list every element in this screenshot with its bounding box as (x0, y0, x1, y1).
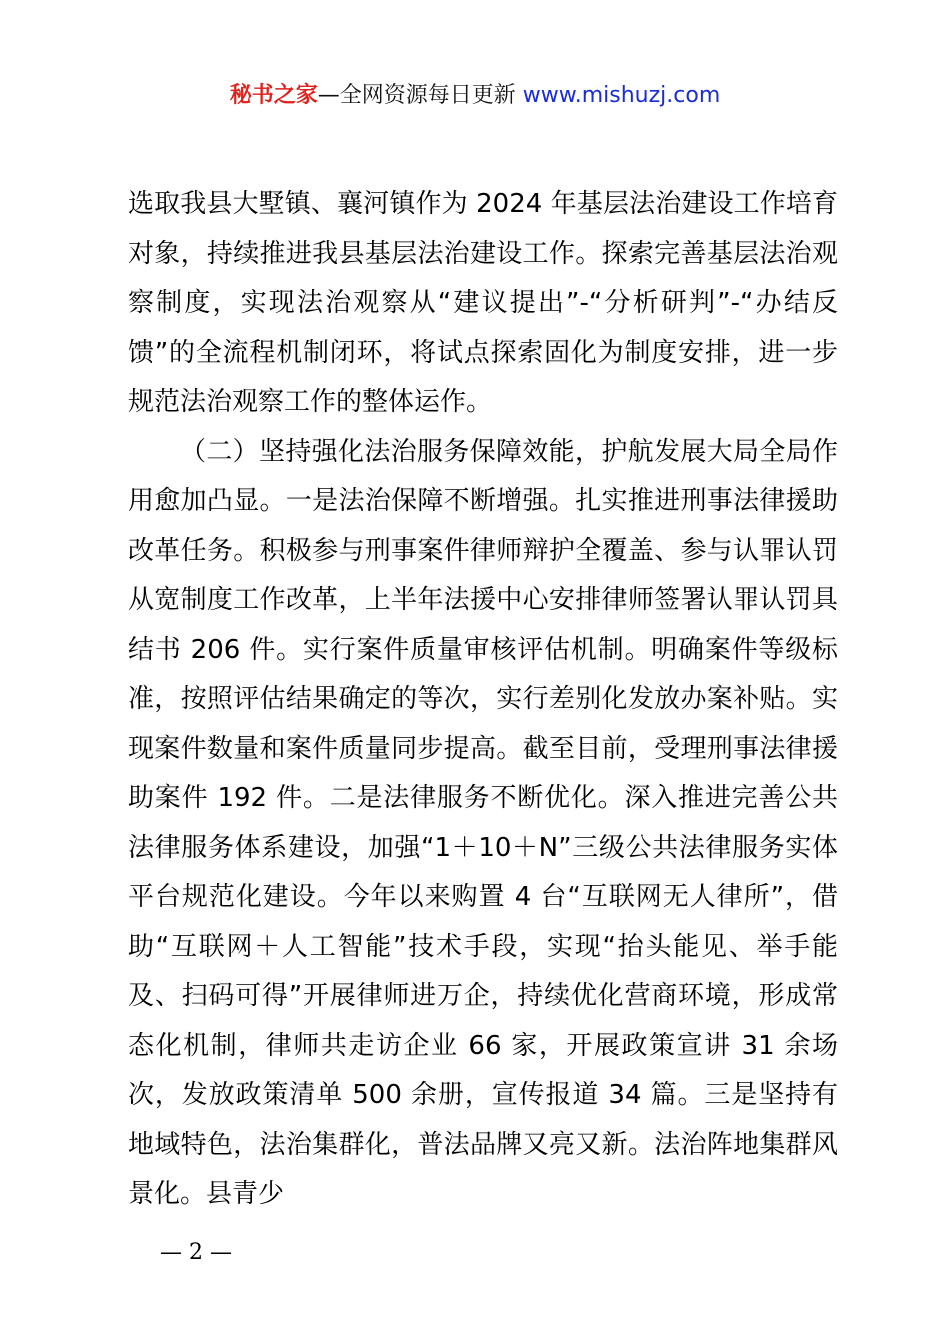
paragraph-continued: 选取我县大墅镇、襄河镇作为 2024 年基层法治建设工作培育对象，持续推进我县基层法治建设工作。探索完善基层法治观察制度，实现法治观察从“建议提出”-“分析研判”-“办结反馈”的全流程机制闭环，将试点探索固化为制度安排，进一步规范法治观察工作的整体运作。 (128, 189, 838, 417)
brand-name: 秘书之家 (229, 83, 318, 108)
site-header (0, 80, 950, 112)
paragraph-section-2: （二）坚持强化法治服务保障效能，护航发展大局全局作用愈加凸显。一是法治保障不断增强。扎实推进刑事法律援助改革任务。积极参与刑事案件律师辩护全覆盖、参与认罪认罚从宽制度工作改革，上半年法援中心安排律师签署认罪认罚具结书 206 件。实行案件质量审核评估机制。明确案件等级标准，按照评估结果确定的等次，实行差别化发放办案补贴。实现案件数量和案件质量同步提高。截至目前，受理刑事法律援助案件 192 件。二是法律服务不断优化。深入推进完善公共法律服务体系建设，加强“1＋10＋N”三级公共法律服务实体平台规范化建设。今年以来购置 4 台“互联网无人律所”，借助“互联网＋人工智能”技术手段，实现“抬头能见、举手能及、扫码可得”开展律师进万企，持续优化营商环境，形成常态化机制，律师共走访企业 66 家，开展政策宣讲 31 余场次，发放政策清单 500 余册，宣传报道 34 篇。三是坚持有地域特色，法治集群化，普法品牌又亮又新。法治阵地集群风景化。县青少 (128, 436, 838, 1209)
site-url-link[interactable]: www.mishuzj.com (522, 83, 721, 108)
page-number: — 2 — (160, 1240, 232, 1265)
header-tagline: —全网资源每日更新 (317, 83, 523, 108)
document-body (128, 180, 838, 1220)
